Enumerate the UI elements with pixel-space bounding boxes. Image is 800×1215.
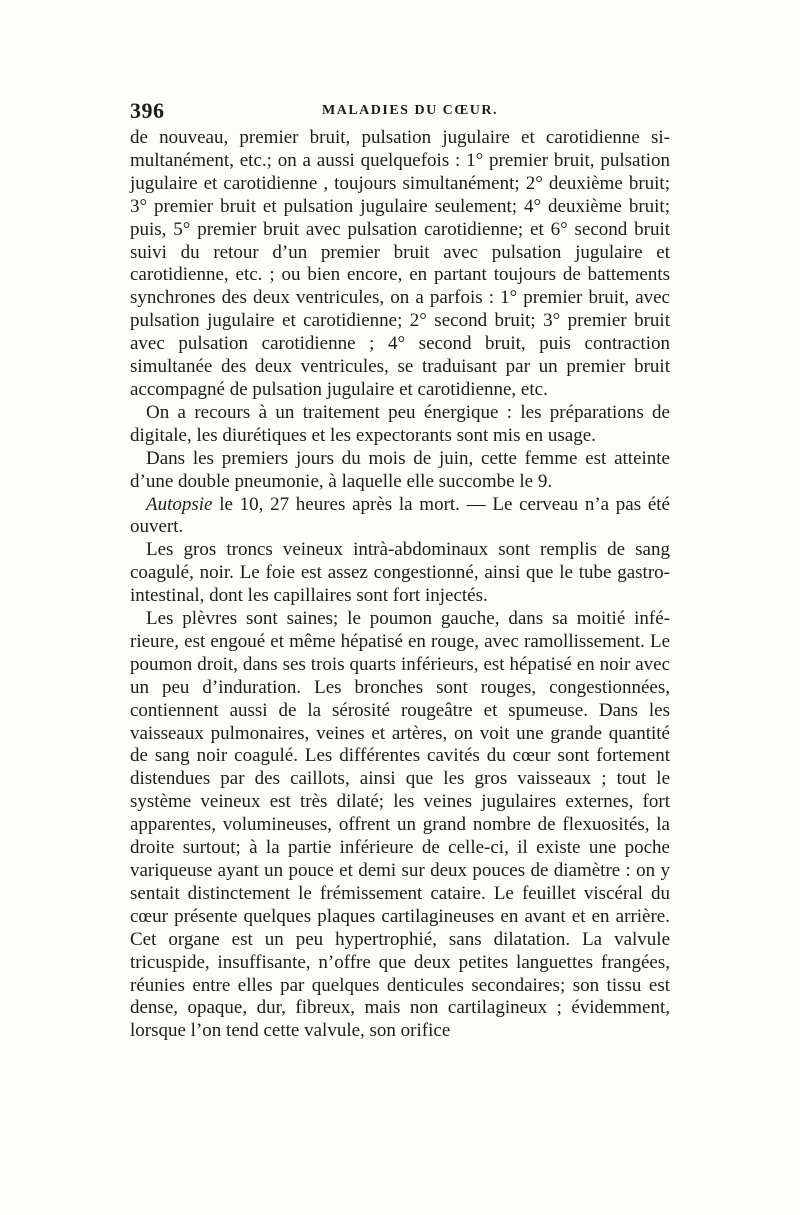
page-number: 396: [130, 98, 165, 123]
paragraph-text: Les plèvres sont saines; le poumon gauche, dans sa moitié inférieure, est engoué et même hépatisé en rouge, avec ramollissement. Le poumon droit, dans ses trois quarts inférieurs, est hépatisé en noir avec un peu d’induration. Les bronches sont rouges, congestionnées, contiennent aussi de la sérosité rougeâtre et spumeuse. Dans les vaisseaux pulmonaires, veines et artères, on voit une grande quantité de sang noir coagulé. Les différentes cavités du cœur sont fortement distendues par des caillots, ainsi que les gros vaisseaux ; tout le système veineux est très dilaté; les veines jugulaires externes, fort apparentes, volumineuses, offrent un grand nombre de flexuosités, la droite surtout; à la partie inférieure de celle-ci, il existe une poche variqueuse ayant un pouce et demi sur deux pouces de diamètre : on y sentait distinctement le frémissement cataire. Le feuillet viscéral du cœur présente quelques plaques cartilagineuses en avant et en arrière. Cet organe est un peu hypertrophié, sans dilatation. La valvule tricuspide, insuffisante, n’offre que deux petites languettes frangées, réunies entre elles par quelques denticules secondaires; son tissu est dense, opaque, dur, fibreux, mais non cartilagineux ; évidemment, lorsque l’on tend cette valvule, son orifice: [130, 608, 670, 1042]
paragraph-text: On a recours à un traitement peu énergique : les préparations de digitale, les diurétiques et les expectorants sont mis en usage.: [130, 401, 670, 446]
paragraph: [130, 127, 670, 402]
paragraph-text: Les gros troncs veineux intrà-abdominaux sont remplis de sang coagulé, noir. Le foie est assez congestionné, ainsi que le tube gastro-intestinal, dont les capillaires sont fort injectés.: [130, 539, 670, 607]
paragraph: [130, 448, 670, 494]
paragraph: [130, 539, 670, 608]
paragraph-text: le 10, 27 heures après la mort. — Le cerveau n’a pas été ouvert.: [130, 493, 670, 538]
paragraph-text: Dans les premiers jours du mois de juin, cette femme est atteinte d’une double pneumonie, à laquelle elle succombe le 9.: [130, 447, 670, 492]
body-text: [130, 127, 670, 1043]
autopsie-heading: Autopsie: [146, 493, 213, 515]
running-head: MALADIES DU CŒUR.: [322, 103, 499, 118]
paragraph: [130, 402, 670, 448]
paragraph-text: de nouveau, premier bruit, pulsation jugulaire et carotidienne simultanément, etc.; on a aussi quelquefois : 1° premier bruit, pulsation jugulaire et carotidienne , toujours simultanément; 2° deuxième bruit; 3° premier bruit et pulsation jugulaire seulement; 4° deuxième bruit; puis, 5° premier bruit avec pulsation carotidienne; et 6° second bruit suivi du retour d’un premier bruit avec pulsation jugulaire et carotidienne, etc. ; ou bien encore, en partant toujours de battements synchrones des deux ventricules, on a parfois : 1° premier bruit, avec pulsation jugulaire et carotidienne; 2° second bruit; 3° premier bruit avec pulsation carotidienne ; 4° second bruit, puis contraction simultanée des deux ventricules, se traduisant par un premier bruit accompagné de pulsation jugulaire et carotidienne, etc.: [130, 127, 670, 400]
paragraph: [130, 608, 670, 1043]
paragraph: [130, 494, 670, 540]
page-header: [130, 98, 670, 122]
